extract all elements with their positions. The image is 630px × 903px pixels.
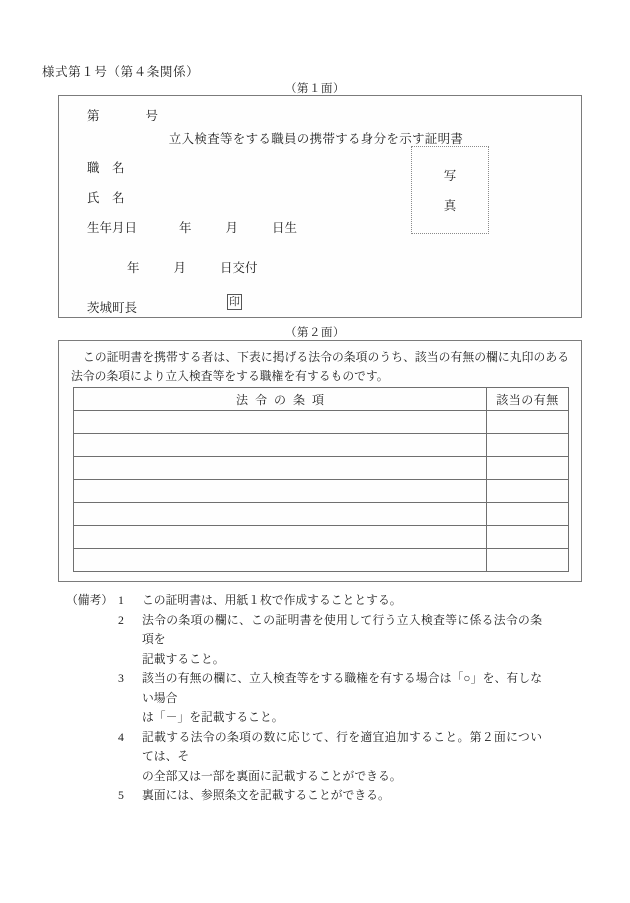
remark-number: 4 [118, 729, 124, 744]
cell-article[interactable] [74, 503, 487, 526]
cell-status[interactable] [487, 411, 569, 434]
remark-text: 裏面には、参照条文を記載することができる。 [142, 788, 390, 802]
cell-article[interactable] [74, 480, 487, 503]
cell-article[interactable] [74, 526, 487, 549]
remark-item [118, 786, 586, 806]
remark-text-main: 記載する法令の条項の数に応じて、行を適宜追加すること。第２面については、そ [142, 729, 542, 763]
law-articles-table [73, 387, 569, 572]
table-row[interactable] [74, 411, 569, 434]
birth-month-label: 月 [225, 221, 239, 235]
issue-day-label: 日交付 [220, 261, 258, 275]
cell-status[interactable] [487, 549, 569, 572]
face2-box [58, 340, 582, 582]
remark-text-main: 該当の有無の欄に、立入検査等をする職権を有する場合は「○」を、有しない場合 [142, 671, 542, 705]
birthdate-row [87, 218, 297, 236]
remark-item [118, 611, 586, 670]
remark-text: この証明書は、用紙１枚で作成することとする。 [142, 593, 402, 607]
remark-number: 3 [118, 671, 124, 685]
remarks-list [118, 591, 586, 806]
remarks-label: （備考） [66, 593, 114, 607]
cell-status[interactable] [487, 457, 569, 480]
cell-article[interactable] [74, 411, 487, 434]
remark-text-continuation: 記載すること。 [142, 651, 225, 666]
certificate-number-prefix: 第 [87, 109, 100, 123]
remarks-section [66, 591, 586, 806]
face1-box [58, 95, 582, 318]
remark-text-main: 法令の条項の欄に、この証明書を使用して行う立入検査等に係る法令の条項を [142, 612, 542, 646]
remark-number: 2 [118, 612, 124, 627]
cell-status[interactable] [487, 526, 569, 549]
remark-text-continuation: の全部又は一部を裏面に記載することができる。 [142, 768, 402, 783]
issue-year-label: 年 [127, 261, 140, 275]
remark-item [118, 591, 586, 611]
table-row[interactable] [74, 457, 569, 480]
table-row[interactable] [74, 434, 569, 457]
certificate-title: 立入検査等をする職員の携帯する身分を示す証明書 [168, 132, 464, 146]
photo-label-line2: 真 [443, 199, 457, 213]
face2-intro-text: この証明書を携帯する者は、下表に掲げる法令の条項のうち、該当の有無の欄に丸印のある法令の条項により立入検査等をする職権を有するものです。 [71, 350, 569, 383]
cell-status[interactable] [487, 480, 569, 503]
remark-number: 1 [118, 593, 124, 607]
remark-text [142, 611, 586, 670]
certificate-number-suffix: 号 [145, 109, 159, 123]
remark-text [142, 669, 586, 728]
issue-date-row [127, 258, 258, 276]
remark-text-continuation: は「－」を記載すること。 [142, 710, 284, 724]
birthdate-label: 生年月日 [87, 221, 138, 235]
position-label: 職 名 [87, 161, 125, 175]
seal-icon: 印 [229, 296, 240, 308]
birth-day-label: 日生 [272, 221, 298, 235]
cell-status[interactable] [487, 434, 569, 457]
table-row[interactable] [74, 526, 569, 549]
remark-text [142, 728, 586, 787]
certificate-number-field [87, 106, 158, 124]
remark-item [118, 728, 586, 787]
name-label: 氏 名 [87, 191, 125, 205]
birth-year-label: 年 [179, 221, 192, 235]
table-header-row [74, 388, 569, 411]
issuer-label: 茨城町長 [87, 301, 138, 315]
cell-article[interactable] [74, 434, 487, 457]
face2-label: （第２面） [285, 327, 345, 339]
face1-label: （第１面） [285, 83, 345, 95]
column-header-article: 法令の条項 [74, 388, 487, 411]
remark-number: 5 [118, 788, 124, 802]
cell-status[interactable] [487, 503, 569, 526]
issue-month-label: 月 [173, 261, 187, 275]
table-body [74, 411, 569, 572]
remark-item [118, 669, 586, 728]
photo-placeholder-box [411, 146, 489, 234]
photo-label-line1: 写 [443, 169, 457, 183]
table-row[interactable] [74, 503, 569, 526]
cell-article[interactable] [74, 457, 487, 480]
form-heading: 様式第１号（第４条関係） [42, 65, 200, 79]
column-header-status: 該当の有無 [487, 388, 569, 411]
cell-article[interactable] [74, 549, 487, 572]
table-row[interactable] [74, 549, 569, 572]
table-row[interactable] [74, 480, 569, 503]
